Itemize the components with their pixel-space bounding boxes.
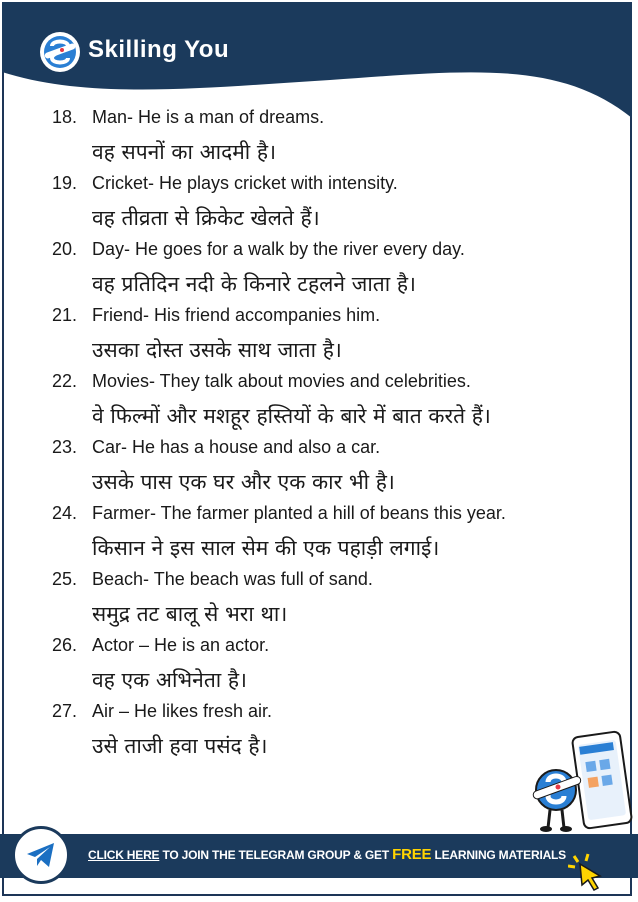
item-number: 19. — [52, 173, 78, 193]
english-sentence — [52, 302, 612, 335]
english-text: Actor – He is an actor. — [92, 635, 270, 655]
english-text: Movies- They talk about movies and celebrities. — [92, 371, 471, 391]
sentence-list — [52, 104, 612, 764]
list-item — [52, 434, 612, 500]
english-text: Beach- The beach was full of sand. — [92, 569, 373, 589]
cta-text: TO JOIN THE TELEGRAM GROUP & GET — [159, 848, 393, 862]
item-number: 27. — [52, 701, 78, 721]
item-number: 21. — [52, 305, 78, 325]
english-sentence — [52, 698, 612, 731]
english-text: Man- He is a man of dreams. — [92, 107, 325, 127]
english-text: Friend- His friend accompanies him. — [92, 305, 381, 325]
item-number: 20. — [52, 239, 78, 259]
english-text: Farmer- The farmer planted a hill of beans this year. — [92, 503, 506, 523]
english-sentence — [52, 500, 612, 533]
list-item — [52, 368, 612, 434]
item-number: 18. — [52, 107, 78, 127]
free-label: FREE — [392, 846, 432, 863]
cta-text-end: LEARNING MATERIALS — [431, 848, 566, 862]
english-sentence — [52, 632, 612, 665]
english-sentence — [52, 368, 612, 401]
pointer-cursor-icon — [568, 852, 608, 892]
hindi-translation: वह सपनों का आदमी है। — [92, 140, 277, 164]
hindi-translation: वह एक अभिनेता है। — [92, 668, 248, 692]
telegram-button[interactable] — [12, 826, 70, 884]
hindi-translation: वे फिल्मों और मशहूर हस्तियों के बारे में बात करते हैं। — [92, 404, 491, 428]
hindi-translation: समुद्र तट बालू से भरा था। — [92, 602, 288, 626]
list-item — [52, 170, 612, 236]
click-here-link[interactable]: CLICK HERE — [88, 848, 160, 862]
hindi-translation: वह तीव्रता से क्रिकेट खेलते हैं। — [92, 206, 320, 230]
list-item — [52, 104, 612, 170]
english-sentence — [52, 170, 612, 203]
list-item — [52, 302, 612, 368]
english-text: Car- He has a house and also a car. — [92, 437, 381, 457]
telegram-cta[interactable] — [88, 846, 566, 863]
brand-name: Skilling You — [88, 36, 230, 63]
item-number: 22. — [52, 371, 78, 391]
english-text: Day- He goes for a walk by the river every day. — [92, 239, 465, 259]
hindi-translation: उसके पास एक घर और एक कार भी है। — [92, 470, 395, 494]
english-sentence — [52, 236, 612, 269]
english-text: Cricket- He plays cricket with intensity. — [92, 173, 398, 193]
list-item — [52, 236, 612, 302]
item-number: 24. — [52, 503, 78, 523]
english-sentence — [52, 434, 612, 467]
english-sentence — [52, 104, 612, 137]
hindi-translation: उसका दोस्त उसके साथ जाता है। — [92, 338, 342, 362]
hindi-translation: किसान ने इस साल सेम की एक पहाड़ी लगाई। — [92, 536, 440, 560]
hindi-translation: वह प्रतिदिन नदी के किनारे टहलने जाता है। — [92, 272, 416, 296]
item-number: 23. — [52, 437, 78, 457]
telegram-icon — [26, 841, 56, 869]
hindi-translation: उसे ताजी हवा पसंद है। — [92, 734, 268, 758]
english-sentence — [52, 566, 612, 599]
mascot-with-phone-illustration — [526, 730, 636, 834]
list-item — [52, 632, 612, 698]
skilling-you-logo-icon — [38, 30, 82, 74]
item-number: 25. — [52, 569, 78, 589]
item-number: 26. — [52, 635, 78, 655]
english-text: Air – He likes fresh air. — [92, 701, 273, 721]
list-item — [52, 566, 612, 632]
list-item — [52, 500, 612, 566]
